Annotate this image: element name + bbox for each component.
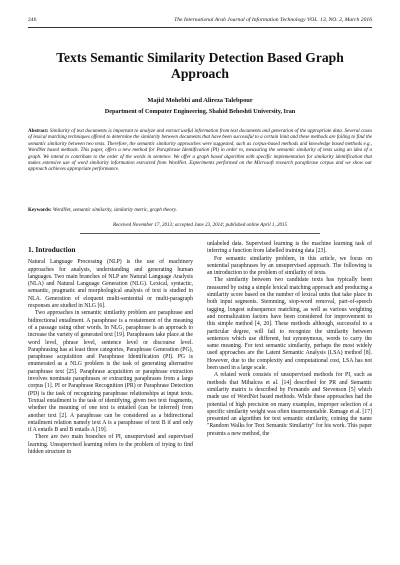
abstract-text: Similarity of text documents is important to analyze and extract useful information from text documents and generation of the appropriate data. Several cases of lexical matching techniques offered to determine the similarity between documents that have been successful to a certain limit and these methods are failing to find the semantic similarity between two texts. Therefore, the semantic similarity approaches were suggested, such as corpus-based methods and knowledge based methods e.g., WordNet based methods. This paper, offers a new method for Paraphrase Identification (PI) in order to, measuring the semantic similarity of texts using an idea of a graph. We intend to contribute to the order of the words in sentence. We offer a graph based algorithm with specific implementation for similarity identification that makes extensive use of word similarity information extracted from WordNet. Experiments performed on the Microsoft research paraphrase corpus and we show our approach achieves appropriate performance. [28,128,372,173]
paragraph: There are two main branches of PI, unsupervised and supervised learning. Unsupervised learning refers to the problem of trying to find hidden structure in [28,434,193,456]
separator-rule [80,233,320,234]
paragraph: For semantic similarity problem, in this article, we focus on sentential paraphrases by an unsupervised approach. The following is an introduction to the problem of similarity of texts. [207,255,372,277]
authors: Majid Mohebbi and Alireza Talebpour [147,97,253,104]
received-dates: Received November 17, 2013; accepted June 23, 2014; published online April 1, 2015 [112,222,288,228]
paragraph: A related work consists of unsupervised methods for PI, such as methods that Mihalcea et al. [14] described for PR and Semantic similarity matrix is described by Fernando and Stevenson [5] which made use of WordNet based methods. While these approaches had the potential of high precision on many examples, improper selection of a specific similarity weight was often insurmountable. Ramage et al. [17] presented an algorithm for text semantic similarity, coining the name "Random Walks for Text Semantic Similarity" for his work. This paper presents a new method, the [207,372,372,437]
affiliation: Department of Computer Engineering, Shahid Beheshti University, Iran [104,108,296,115]
right-column [207,241,372,438]
keywords-text: WordNet, semantic similarity, similarity metric, graph theory. [52,207,177,213]
section-heading: 1. Introduction [28,245,76,254]
keywords [28,207,372,213]
journal-name: The International Arab Journal of Information Technology VOL. 13, NO. 2, March 2016 [174,17,372,23]
abstract-label: Abstract: [28,128,49,134]
paragraph: Two approaches in semantic similarity problem are paraphrase and bidirectional entailment. A paraphrase is a restatement of the meaning of a passage using other words. In NLG, paraphrase is an approach to increase the variety of generated text [19]. Paraphrases take place at the word level, phrase level, sentence level or discourse level. Paraphrasing has at least three categories, Paraphrase Generation (PG), paraphrase acquisition and Paraphrase Identification (PI). PG is enumerated as a NLG problem is the task of generating alternative paraphrase text [25]. Paraphrase acquisition or paraphrase extraction involves nominate paraphrases or extracting paraphrases from a large corpus [1]. PI or Paraphrase Recognition (PR) or Paraphrase Detection (PD) is the task of recognizing paraphrase relationships at input texts. Textual entailment is the task of identifying, given two text fragments, whether the meaning of one text is entailed (can be inferred) from another text [2]. A paraphrase can be considered as a bidirectional entailment relation namely text A is a paraphrase of text B if and only if A entails B and B entails A [19]. [28,310,193,434]
header-rule [28,27,372,28]
paragraph: Natural Language Processing (NLP) is the use of machinery approaches for analysis, understanding and generating human languages. Two main branches of NLP are Natural Language Analysis (NLA) and Natural Language Generation (NLG). Lexical, syntactic, semantic, pragmatic and morphological analysis of text is studied in NLA. Generation of eloquent multi-sentential or multi-paragraph responses are studied in NLG [6]. [28,259,193,310]
page-number: 246 [28,17,37,23]
paragraph: The similarity between two candidate texts has typically been measured by using a simple lexical matching approach and producing a similarity score based on the number of lexical units that take place in both input segments. Stemming, stop-word removal, part-of-speech tagging, longest subsequence matching, as well as various weighting and normalization factors have been considered for improvement to this simple method [4, 20]. These methods although, successful to a particular degree, will fail to recognize the similarity between sentences which use different, but synonymous, words to carry the same meaning. For text semantic similarity, perhaps the most widely used approaches are the Latent Semantic Analysis (LSA) method [8]. However, due to the complexity and computational cost, LSA has not been used in a large scale. [207,277,372,372]
left-column [28,246,193,456]
keywords-label: Keywords: [28,207,52,213]
paper-title: Texts Semantic Similarity Detection Based Graph Approach [56,50,344,81]
paragraph: unlabeled data. Supervised learning is the machine learning task of inferring a function from labelled training data [23]. [207,241,372,255]
abstract [28,128,372,173]
running-header [28,17,372,27]
